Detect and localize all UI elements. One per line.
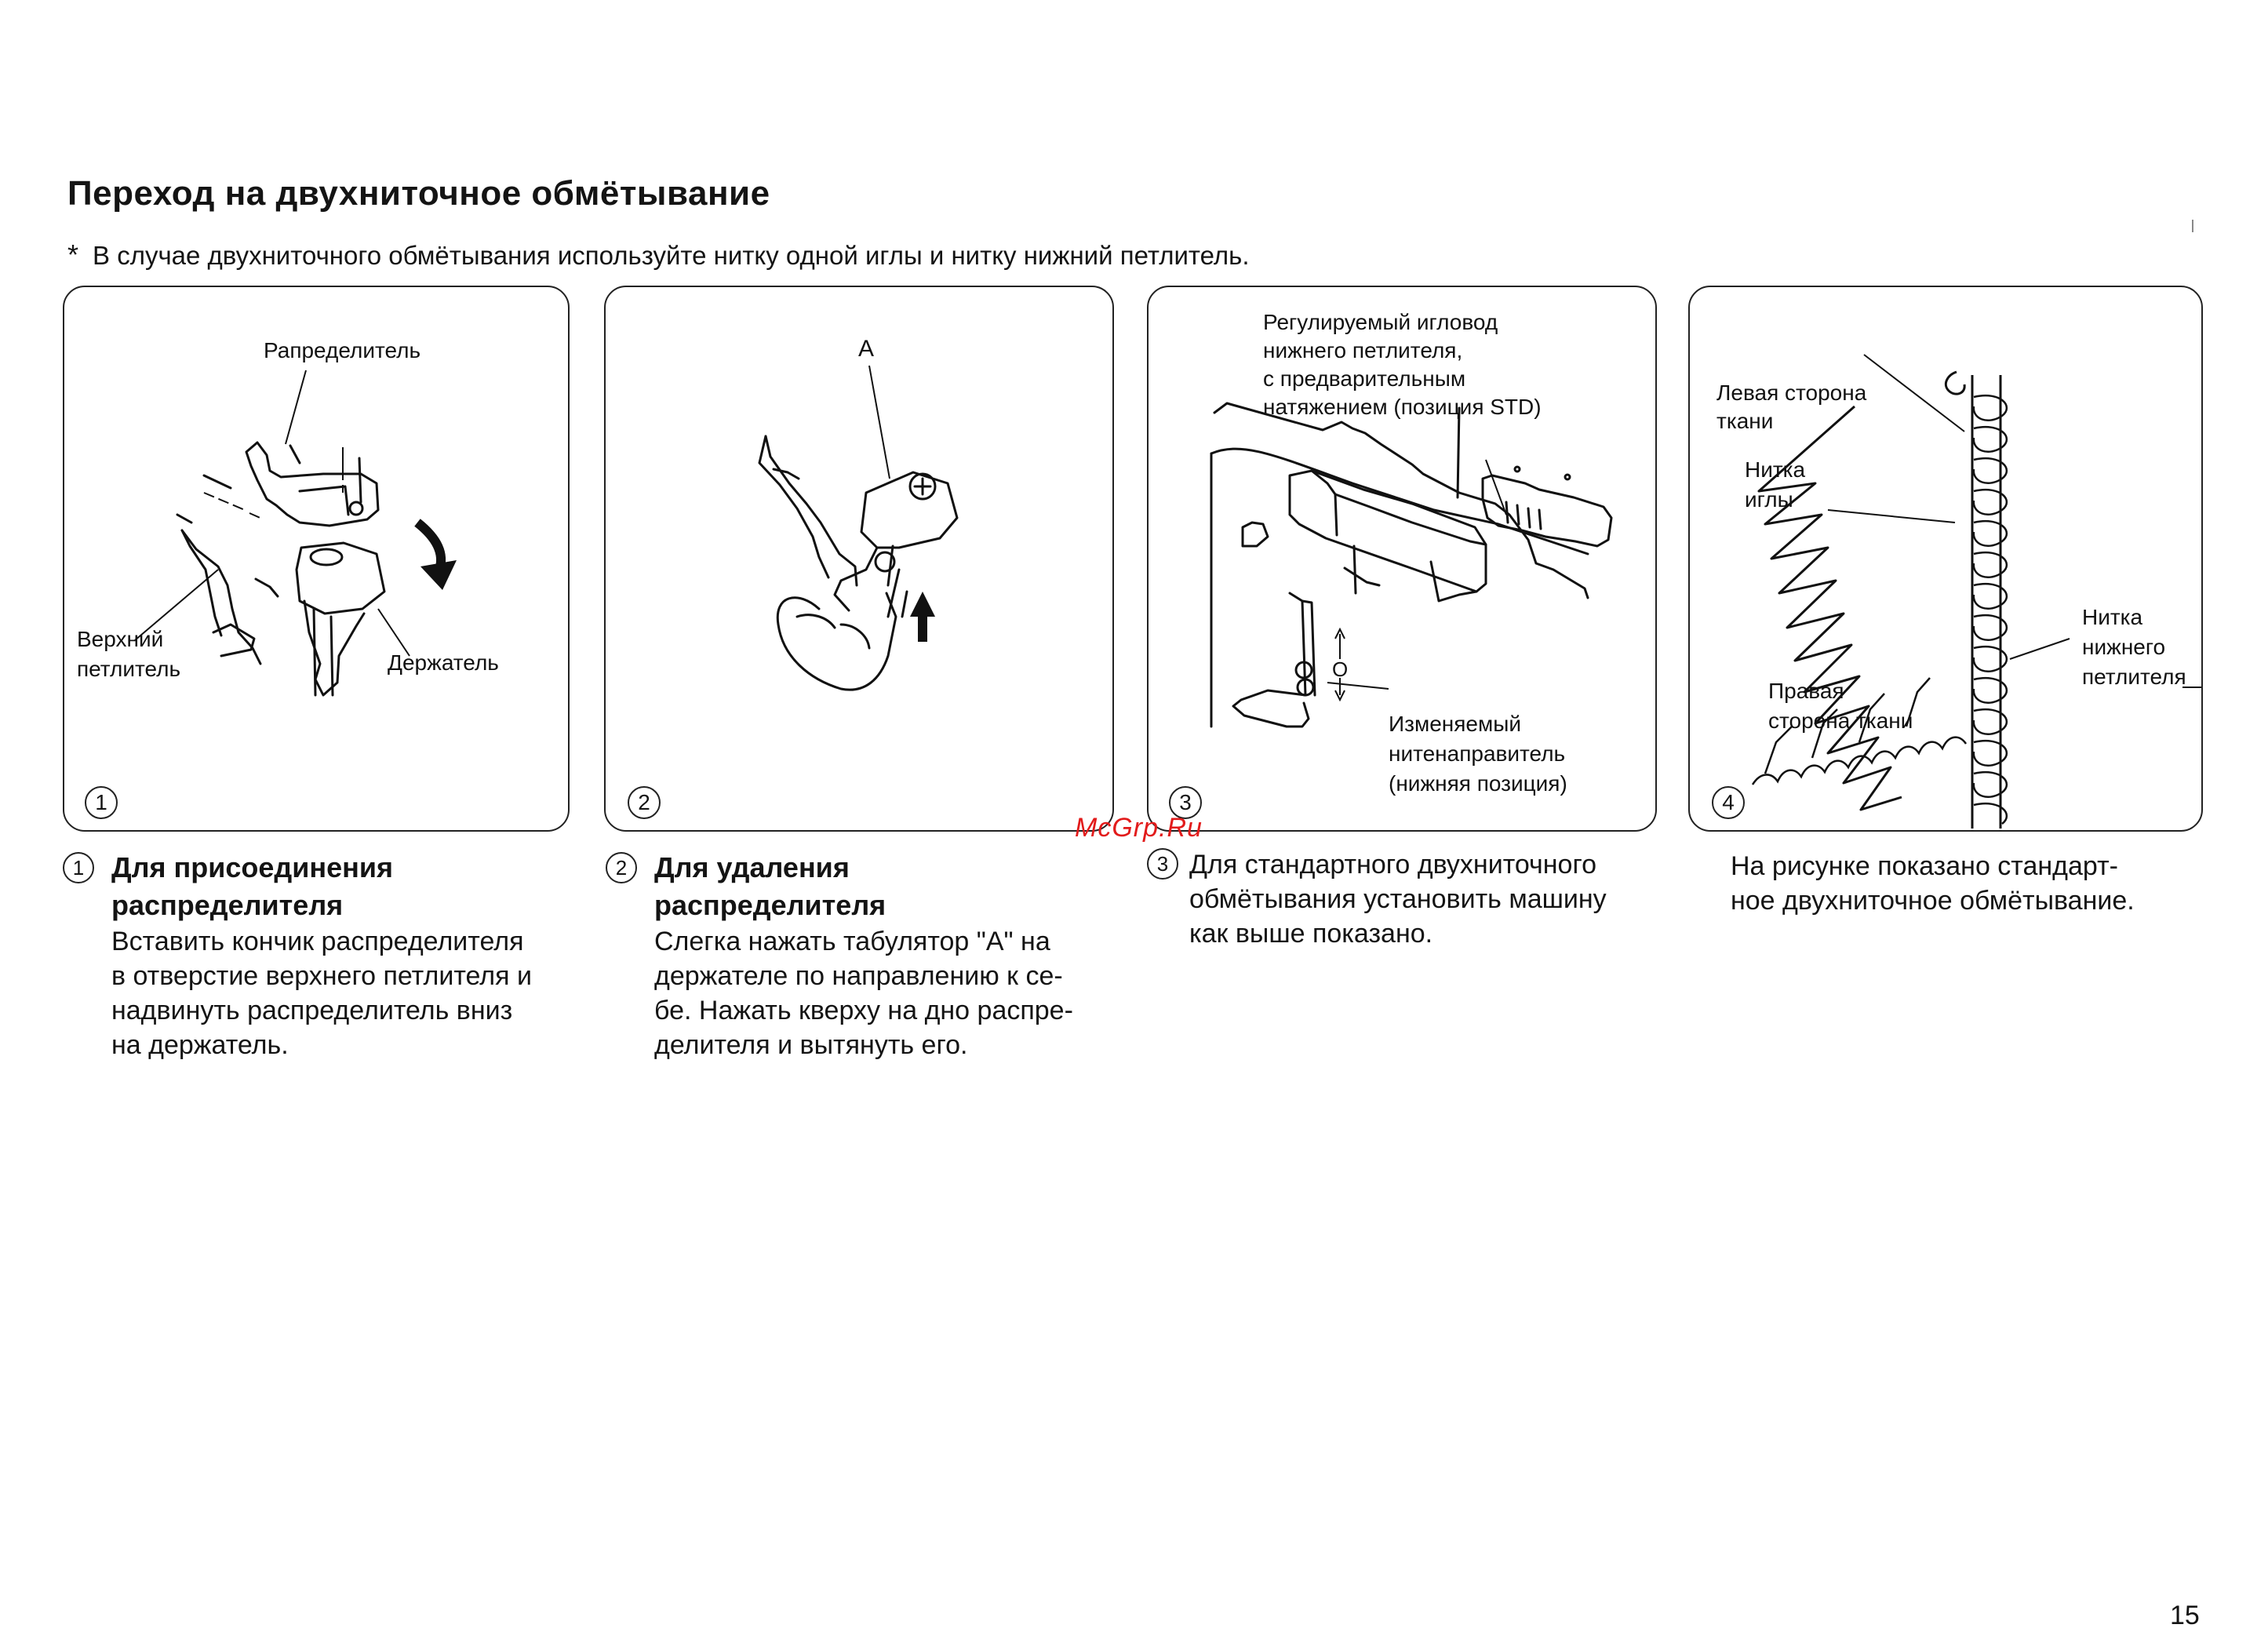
label-guide-1: Регулируемый игловод <box>1263 310 1498 334</box>
caption-number: 1 <box>63 852 94 883</box>
two-thread-overlock-illustration <box>1690 287 2201 830</box>
label-holder: Держатель <box>388 650 499 675</box>
caption-line: Слегка нажать табулятор "А" на <box>654 927 1050 956</box>
panel-number: 4 <box>1712 786 1745 819</box>
label-o-mark: O <box>1332 657 1349 681</box>
caption-line: как выше показано. <box>1189 919 1433 949</box>
label-right-side-2: сторона ткани <box>1768 708 1913 733</box>
caption-1-heading-1: 1 Для присоединения <box>63 849 596 887</box>
label-guide-4: натяжением (позиция STD) <box>1263 395 1542 419</box>
distributor-remove-illustration <box>606 287 1112 830</box>
label-right-side-1: Правая <box>1768 679 1844 703</box>
distributor-attach-illustration <box>64 287 568 830</box>
label-lower-thread-1: Нитка <box>2082 605 2143 629</box>
label-thread-guide-2: нитенаправитель <box>1389 741 1566 766</box>
caption-line: делителя и вытянуть его. <box>654 1030 968 1060</box>
caption-line: Вставить кончик распределителя <box>111 927 524 956</box>
label-needle-thread-2: иглы <box>1745 487 1793 512</box>
label-lower-thread-3: петлителя <box>2082 665 2186 689</box>
caption-number: 2 <box>606 852 637 883</box>
panel-3 <box>1147 286 1657 832</box>
label-upper-looper-1: Верхний <box>77 627 164 651</box>
caption-line: обмётывания установить машину <box>1189 884 1607 914</box>
page-title: Переход на двухниточное обмётывание <box>67 174 770 213</box>
caption-line: на держатель. <box>111 1030 289 1060</box>
label-needle-thread-1: Нитка <box>1745 457 1806 482</box>
caption-2-heading-1: 2 Для удаления <box>606 849 1155 887</box>
caption-3-line-1: 3 Для стандартного двухниточного <box>1147 847 1696 882</box>
label-guide-2: нижнего петлителя, <box>1263 338 1463 362</box>
label-left-side-2: ткани <box>1716 409 1774 433</box>
panel-number: 2 <box>628 786 661 819</box>
label-lower-thread-2: нижнего <box>2082 635 2166 659</box>
label-guide-3: с предварительным <box>1263 366 1466 391</box>
label-tab-a: A <box>858 336 875 362</box>
caption-number: 3 <box>1147 848 1178 880</box>
label-left-side-1: Левая сторона <box>1716 381 1867 405</box>
label-thread-guide-1: Изменяемый <box>1389 712 1521 736</box>
caption-1-heading-2: распределителя <box>111 889 344 921</box>
caption-line: ное двухниточное обмётывание. <box>1731 886 2135 916</box>
watermark: McGrp.Ru <box>1075 813 1203 843</box>
note-marker: * <box>67 239 79 271</box>
caption-2 <box>606 849 1155 1062</box>
note <box>67 239 1250 271</box>
caption-4 <box>1731 849 2233 918</box>
label-distributor: Рапределитель <box>264 338 421 362</box>
caption-3 <box>1147 847 1696 951</box>
panel-4 <box>1688 286 2203 832</box>
panel-2 <box>604 286 1114 832</box>
caption-line: На рисунке показано стандарт- <box>1731 851 2118 881</box>
caption-line: бе. Нажать кверху на дно распре- <box>654 996 1073 1025</box>
caption-1 <box>63 849 596 1062</box>
scan-edge-mark <box>2192 220 2193 232</box>
note-text: В случае двухниточного обмётывания используйте нитку одной иглы и нитку нижний петлитель. <box>93 241 1250 270</box>
caption-line: надвинуть распределитель вниз <box>111 996 513 1025</box>
panel-number: 3 <box>1169 786 1202 819</box>
panel-number: 1 <box>85 786 118 819</box>
caption-2-heading-2: распределителя <box>654 889 886 921</box>
label-upper-looper-2: петлитель <box>77 657 181 681</box>
label-thread-guide-3: (нижняя позиция) <box>1389 771 1567 796</box>
caption-line: держателе по направлению к се- <box>654 961 1063 991</box>
caption-line: в отверстие верхнего петлителя и <box>111 961 532 991</box>
page-number: 15 <box>2170 1601 2200 1630</box>
panel-1 <box>63 286 570 832</box>
